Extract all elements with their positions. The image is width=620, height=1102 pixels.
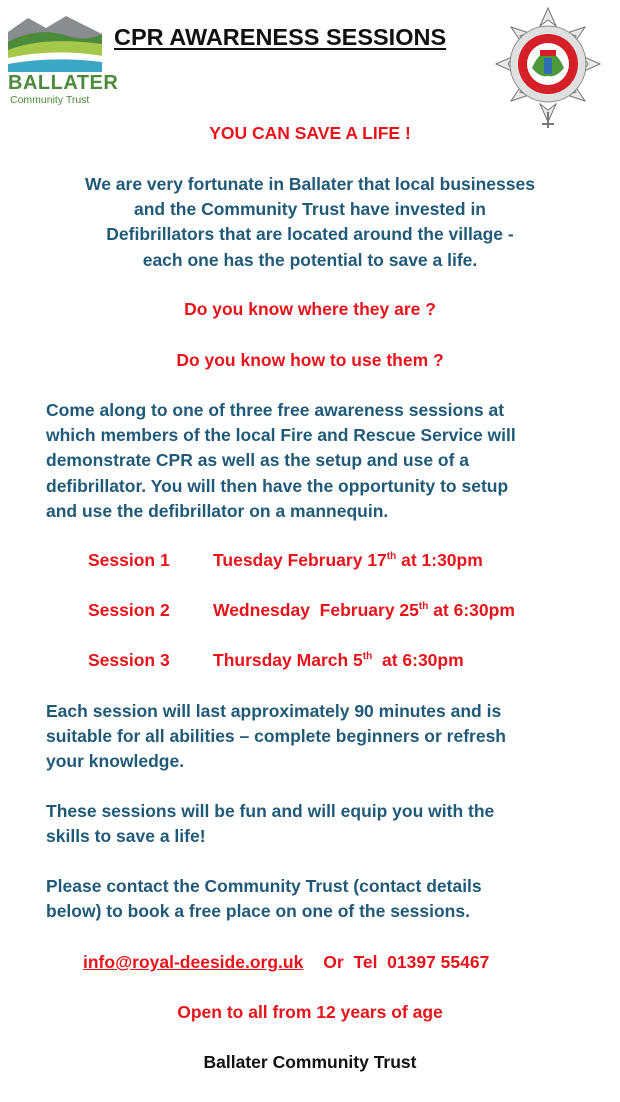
duration-line: suitable for all abilities – complete beginners or refresh bbox=[46, 726, 506, 747]
session-row bbox=[88, 598, 515, 623]
contact-paragraph bbox=[46, 874, 606, 924]
fire-service-badge bbox=[494, 6, 602, 128]
session-day: Tuesday February 17 bbox=[213, 550, 387, 570]
session-row bbox=[88, 548, 483, 573]
details-line: Come along to one of three free awareness sessions at bbox=[46, 400, 505, 420]
fun-line: These sessions will be fun and will equip you with the bbox=[46, 801, 495, 821]
duration-paragraph bbox=[46, 699, 606, 775]
contact-row bbox=[83, 950, 489, 975]
question-where: Do you know where they are ? bbox=[184, 299, 436, 319]
session-sup: th bbox=[386, 551, 397, 562]
contact-line: below) to book a free place on one of the sessions. bbox=[46, 901, 470, 922]
fire-badge-icon bbox=[494, 6, 602, 128]
session-sup: th bbox=[418, 601, 429, 612]
session-time: at 6:30pm bbox=[372, 650, 464, 670]
logo-name: BALLATER bbox=[8, 72, 119, 94]
hills-logo-icon bbox=[8, 14, 102, 72]
footer-org: Ballater Community Trust bbox=[203, 1052, 417, 1072]
tagline: YOU CAN SAVE A LIFE ! bbox=[209, 123, 411, 143]
details-line: defibrillator. You will then have the opportunity to setup bbox=[46, 475, 509, 496]
details-line: which members of the local Fire and Rescue Service will bbox=[46, 425, 516, 446]
duration-line: your knowledge. bbox=[46, 751, 185, 772]
intro-paragraph bbox=[0, 172, 620, 273]
fun-paragraph bbox=[46, 799, 606, 849]
session-sup: th bbox=[362, 651, 373, 662]
details-line: and use the defibrillator on a mannequin. bbox=[46, 500, 389, 521]
intro-line: Defibrillators that are located around the village - bbox=[106, 224, 514, 245]
session-label: Session 1 bbox=[88, 550, 170, 570]
details-paragraph bbox=[46, 398, 606, 524]
ballater-logo bbox=[8, 14, 119, 106]
intro-line: We are very fortunate in Ballater that local businesses bbox=[85, 174, 535, 194]
duration-line: Each session will last approximately 90 minutes and is bbox=[46, 701, 502, 721]
session-time: at 1:30pm bbox=[396, 550, 483, 570]
details-line: demonstrate CPR as well as the setup and use of a bbox=[46, 450, 470, 471]
fun-line: skills to save a life! bbox=[46, 826, 206, 847]
session-label: Session 3 bbox=[88, 650, 170, 670]
intro-line: and the Community Trust have invested in bbox=[133, 199, 486, 220]
session-day: Thursday March 5 bbox=[213, 650, 363, 670]
contact-line: Please contact the Community Trust (contact details bbox=[46, 876, 482, 896]
question-how: Do you know how to use them ? bbox=[176, 350, 444, 370]
age-notice: Open to all from 12 years of age bbox=[177, 1002, 443, 1022]
telephone: Or Tel 01397 55467 bbox=[323, 952, 490, 972]
session-day: Wednesday February 25 bbox=[213, 600, 419, 620]
logo-sub: Community Trust bbox=[10, 94, 90, 106]
session-row bbox=[88, 648, 464, 673]
page-title: CPR AWARENESS SESSIONS bbox=[114, 24, 447, 50]
email-link[interactable]: info@royal-deeside.org.uk bbox=[83, 952, 304, 972]
session-time: at 6:30pm bbox=[428, 600, 515, 620]
session-label: Session 2 bbox=[88, 600, 170, 620]
intro-line: each one has the potential to save a life. bbox=[142, 249, 478, 270]
